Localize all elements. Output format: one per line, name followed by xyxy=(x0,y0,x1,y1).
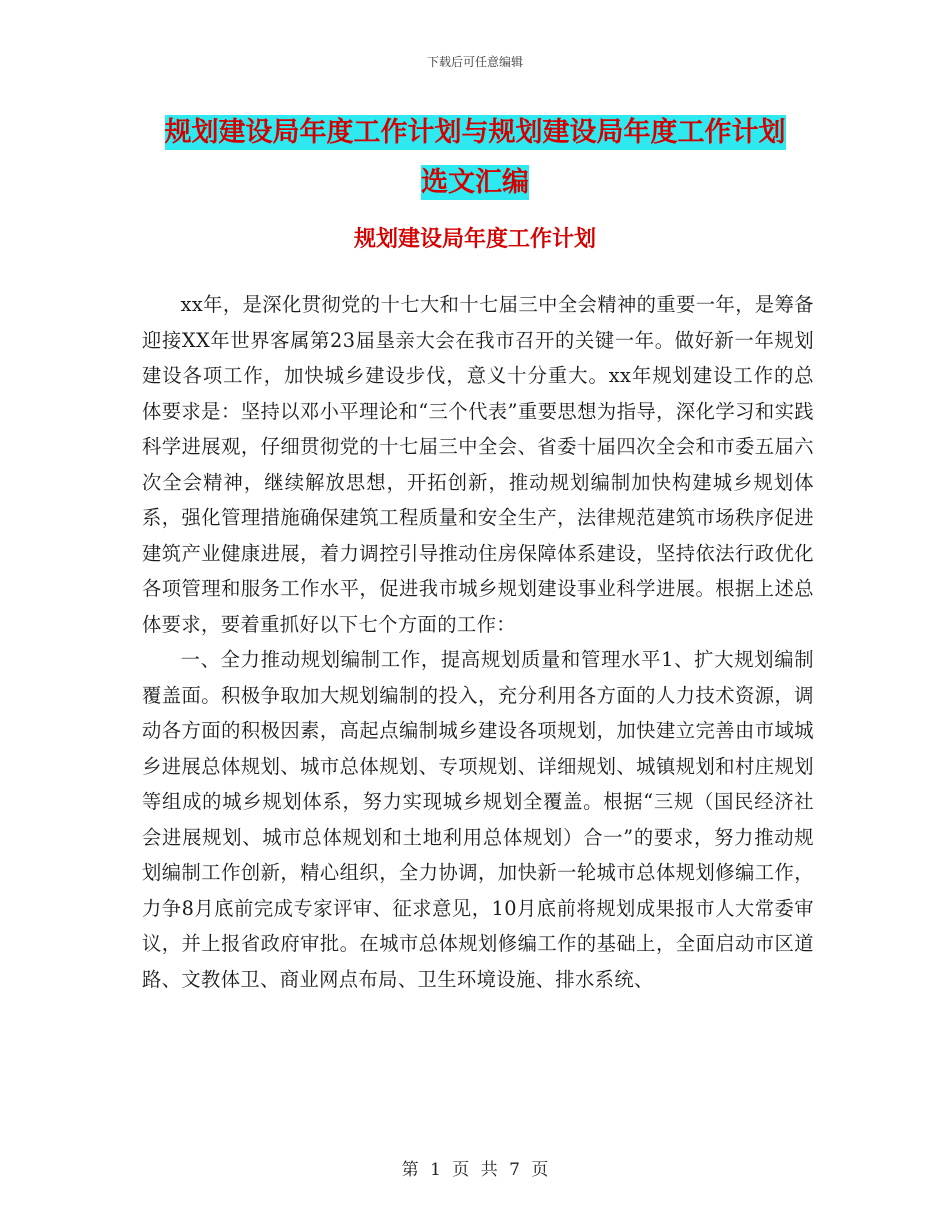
header-note: 下载后可任意编辑 xyxy=(426,55,523,69)
document-title-line1: 规划建设局年度工作计划与规划建设局年度工作计划 xyxy=(164,117,786,148)
document-title-line2: 选文汇编 xyxy=(421,167,529,198)
body-text xyxy=(142,287,814,997)
paragraph: 一、全力推动规划编制工作，提高规划质量和管理水平1、扩大规划编制覆盖面。积极争取加大规划编制的投入，充分利用各方面的人力技术资源，调动各方面的积极因素，高起点编制城乡建设各项规划，加快建立完善由市域城乡进展总体规划、城市总体规划、专项规划、详细规划、城镇规划和村庄规划等组成的城乡规划体系，努力实现城乡规划全覆盖。根据“三规（国民经济社会进展规划、城市总体规划和土地利用总体规划）合一”的要求，努力推动规划编制工作创新，精心组织，全力协调，加快新一轮城市总体规划修编工作，力争8月底前完成专家评审、征求意见，10月底前将规划成果报市人大常委审议，并上报省政府审批。在城市总体规划修编工作的基础上，全面启动市区道路、文教体卫、商业网点布局、卫生环境设施、排水系统、 xyxy=(142,648,814,991)
page-number: 第 1 页 共 7 页 xyxy=(401,1160,549,1180)
section-title: 规划建设局年度工作计划 xyxy=(353,227,596,252)
paragraph: xx年，是深化贯彻党的十七大和十七届三中全会精神的重要一年，是筹备迎接XX年世界客属第23届垦亲大会在我市召开的关键一年。做好新一年规划建设各项工作，加快城乡建设步伐，意义十分重大。xx年规划建设工作的总体要求是：坚持以邓小平理论和“三个代表”重要思想为指导，深化学习和实践科学进展观，仔细贯彻党的十七届三中全会、省委十届四次全会和市委五届六次全会精神，继续解放思想，开拓创新，推动规划编制加快构建城乡规划体系，强化管理措施确保建筑工程质量和安全生产，法律规范建筑市场秩序促进建筑产业健康进展，着力调控引导推动住房保障体系建设，坚持依法行政优化各项管理和服务工作水平，促进我市城乡规划建设事业科学进展。根据上述总体要求，要着重抓好以下七个方面的工作： xyxy=(142,293,814,636)
document-title xyxy=(140,108,810,208)
